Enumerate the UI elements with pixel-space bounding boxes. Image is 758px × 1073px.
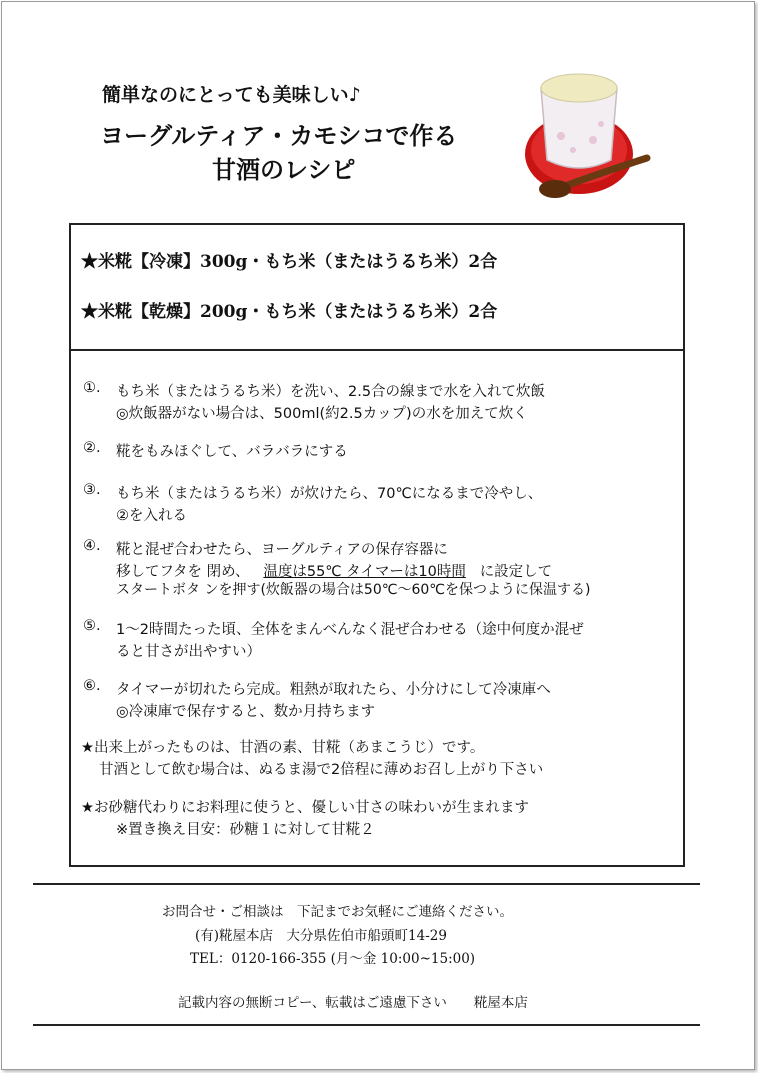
page-title-recipe: 甘酒のレシピ xyxy=(212,156,356,184)
step-1-text: もち米（またはうるち米）を洗い、2.5合の線まで水を入れて炊飯 xyxy=(116,384,546,400)
note-sugar-substitute: ★お砂糖代わりにお料理に使うと、優しい甘さの味わいが生まれます xyxy=(81,800,529,816)
step-5-text: 1～2時間たった頃、全体をまんべんなく混ぜ合わせる（途中何度か混ぜ xyxy=(116,622,584,638)
step-4-set: に設定して xyxy=(479,564,553,580)
footer-divider-bottom xyxy=(33,1024,700,1026)
step-4-setting-highlight: 温度は55℃ タイマーは10時間 xyxy=(263,564,466,580)
note-result: ★出来上がったものは、甘酒の素、甘糀（あまこうじ）です。 xyxy=(81,740,485,756)
footer-tel: TEL：0120-166-355 (月～金 10:00~15:00) xyxy=(190,951,476,967)
step-4-text-3: スタートボタ ンを押す(炊飯器の場合は50℃～60℃を保つように保温する) xyxy=(116,582,591,598)
step-6-number: ⑥. xyxy=(83,678,101,694)
footer-contact: お問合せ・ご相談は 下記までお気軽にご連絡ください。 xyxy=(162,904,513,920)
step-3-text-2: ②を入れる xyxy=(116,508,187,524)
ingredient-dried-koji: ★米糀【乾燥】200g・もち米（またはうるち米）2合 xyxy=(81,302,498,322)
step-1-note: ◎炊飯器がない場合は、500ml(約2.5カップ)の水を加えて炊く xyxy=(116,406,528,422)
note-substitution-ratio: ※置き換え目安：砂糖１に対して甘糀２ xyxy=(116,822,375,838)
step-4-text-2 xyxy=(116,560,552,581)
ingredient-frozen-koji: ★米糀【冷凍】300g・もち米（またはうるち米）2合 xyxy=(81,252,498,272)
footer-company: (有)糀屋本店 大分県佐伯市船頭町14-29 xyxy=(195,928,447,944)
footer-divider-top xyxy=(33,883,700,885)
subtitle: 簡単なのにとっても美味しい♪ xyxy=(102,84,361,106)
step-5-text-2: ると甘さが出やすい） xyxy=(116,644,261,660)
note-drinking: 甘酒として飲む場合は、ぬるま湯で2倍程に薄めお召し上がり下さい xyxy=(99,762,544,778)
page-title: ヨーグルティア・カモシコで作る xyxy=(100,122,458,150)
recipe-box xyxy=(69,223,685,867)
ingredients-section xyxy=(71,225,683,351)
step-1-number: ①. xyxy=(83,380,101,396)
step-2-number: ②. xyxy=(83,440,101,456)
step-3-number: ③. xyxy=(83,482,101,498)
footer-copyright: 記載内容の無断コピー、転載はご遠慮下さい 糀屋本店 xyxy=(178,995,528,1011)
amazake-cup-illustration xyxy=(515,58,655,208)
step-6-text: タイマーが切れたら完成。粗熱が取れたら、小分けにして冷凍庫へ xyxy=(116,682,551,698)
step-5-number: ⑤. xyxy=(83,618,101,634)
step-4-text: 糀と混ぜ合わせたら、ヨーグルティアの保存容器に xyxy=(116,542,448,558)
step-4-close-lid: 移してフタを 閉め、 xyxy=(116,564,250,580)
step-2-text: 糀をもみほぐして、バラバラにする xyxy=(116,444,348,460)
step-6-note: ◎冷凍庫で保存すると、数か月持ちます xyxy=(116,704,376,720)
step-3-text: もち米（またはうるち米）が炊けたら、70℃になるまで冷やし、 xyxy=(116,486,543,502)
step-4-number: ④. xyxy=(83,538,101,554)
